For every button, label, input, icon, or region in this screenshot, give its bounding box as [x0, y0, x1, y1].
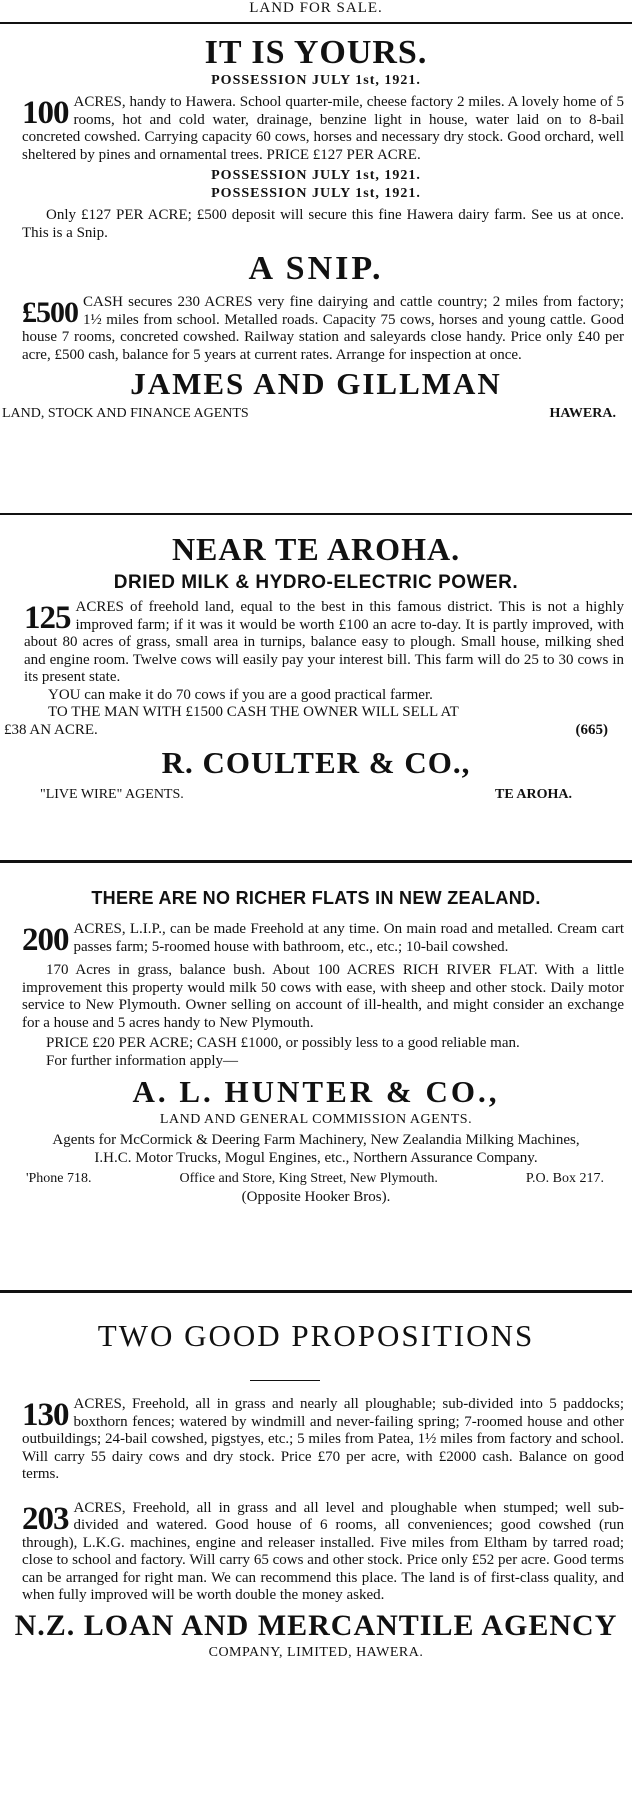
agent-row	[2, 406, 616, 422]
ad-body	[24, 599, 624, 687]
ad-body	[22, 94, 624, 164]
ad-body	[22, 1396, 624, 1484]
divider	[0, 22, 632, 24]
contact-row	[26, 1171, 604, 1187]
agent-row	[40, 787, 572, 803]
ad-text: ACRES of freehold land, equal to the best in this famous district. This is not a highly improved farm; if it was it would be worth £100 an acre to-day. It is partly improved, with about 80 acres of grass, small area in turnips, balance easy to plough. Small house, milking shed and engine room. Twelve cows will easily pay your interest bill. This farm will do 25 to 30 cows in its present state.	[24, 599, 624, 685]
ad-text: ACRES, handy to Hawera. School quarter-mile, cheese factory 2 miles. A lovely home of 5 rooms, hot and cold water, drainage, benzine light in house, water laid on to 8-bail concreted cowshed. Carrying capacity 60 cows, horses and necessary dry stock. Good orchard, well sheltered by pines and ornamental trees. PRICE £127 PER ACRE.	[22, 94, 624, 163]
divider	[0, 1290, 632, 1293]
ad-title: THERE ARE NO RICHER FLATS IN NEW ZEALAND.	[91, 888, 541, 908]
ad-title: TWO GOOD PROPOSITIONS	[97, 1318, 535, 1353]
drop-number: 200	[22, 922, 69, 958]
drop-number: 125	[24, 600, 71, 636]
ad-text: For further information apply—	[46, 1052, 239, 1069]
ad-body	[22, 921, 624, 956]
ad-title: NEAR TE AROHA.	[171, 531, 461, 567]
ad-title: A SNIP.	[248, 250, 384, 287]
agent-subtitle: "LIVE WIRE" AGENTS.	[40, 786, 184, 802]
ad-text: YOU can make it do 70 cows if you are a good practical farmer.	[48, 686, 433, 703]
ad-title: IT IS YOURS.	[204, 34, 428, 71]
agent-name: R. COULTER & CO.,	[161, 744, 471, 780]
ad-richer-flats	[0, 888, 632, 1206]
agent-subtitle: LAND, STOCK AND FINANCE AGENTS	[2, 406, 249, 421]
ad-text: Only £127 PER ACRE; £500 deposit will secure this fine Hawera dairy farm. See us at once. This is a Snip.	[22, 207, 624, 241]
ad-text: PRICE £20 PER ACRE; CASH £1000, or possibly less to a good reliable man.	[46, 1035, 520, 1051]
ad-text: £38 AN ACRE.	[4, 721, 98, 738]
ad-it-is-yours	[0, 34, 632, 422]
agent-name: N.Z. LOAN AND MERCANTILE AGENCY	[14, 1608, 618, 1642]
section-header: LAND FOR SALE.	[249, 0, 383, 16]
drop-number: 203	[22, 1500, 69, 1537]
agents-for: Agents for McCormick & Deering Farm Machinery, New Zealandia Milking Machines, I.H.C. Motor Trucks, Mogul Engines, etc., Northern Assurance Company.	[52, 1132, 580, 1166]
ad-body	[22, 1500, 624, 1605]
po-box: P.O. Box 217.	[525, 1171, 604, 1186]
price-row	[4, 722, 608, 739]
possession-line: POSSESSION JULY 1st, 1921.	[211, 73, 421, 88]
drop-number: 130	[22, 1397, 69, 1433]
possession-line: POSSESSION JULY 1st, 1921.	[211, 168, 421, 183]
agent-name: JAMES AND GILLMAN	[130, 366, 502, 401]
ad-body	[22, 294, 624, 364]
divider	[0, 860, 632, 863]
agent-subtitle: LAND AND GENERAL COMMISSION AGENTS.	[159, 1112, 473, 1127]
ad-subtitle: DRIED MILK & HYDRO-ELECTRIC POWER.	[113, 572, 519, 593]
office-address: Office and Store, King Street, New Plymouth.	[179, 1171, 438, 1186]
ad-te-aroha	[0, 530, 632, 803]
ad-text: ACRES, Freehold, all in grass and all level and ploughable when stumped; well sub-divided and watered. Good house of 6 rooms, all conveniences; good cowshed (run through), L.K.G. machines, engine and releaser installed. Five miles from Eltham by tarred road; close to school and factory. Will carry 65 cows and other stock. Price only £52 per acre. Good terms can be arranged for right man. We can recommend this place. The land is of first-class quality, and when fully improved will be worth double the money asked.	[22, 1499, 624, 1603]
ad-text: 170 Acres in grass, balance bush. About 100 ACRES RICH RIVER FLAT. With a little improvement this property would milk 50 cows with ease, with sheep and other stock. Daily motor service to New Plymouth. Owner selling on account of ill-health, and might consider an exchange for a house and 5 acres handy to New Plymouth.	[22, 962, 624, 1031]
agent-town: HAWERA.	[549, 406, 616, 421]
short-rule	[250, 1380, 320, 1381]
ad-text: CASH secures 230 ACRES very fine dairying and cattle country; 2 miles from factory; 1½ miles from school. Metalled roads. Capacity 75 cows, horses and young cattle. Good house 7 rooms, concreted cowshed. Railway station and saleyards close handy. Price only £40 per acre, £500 cash, balance for 5 years at current rates. Arrange for inspection at once.	[22, 294, 624, 363]
ad-two-propositions	[0, 1318, 632, 1661]
drop-number: 100	[22, 95, 69, 131]
ad-reference: (665)	[575, 721, 608, 738]
phone: 'Phone 718.	[26, 1171, 92, 1186]
agent-name: A. L. HUNTER & CO.,	[132, 1074, 500, 1109]
agent-subtitle: COMPANY, LIMITED, HAWERA.	[208, 1644, 424, 1660]
agent-town: TE AROHA.	[494, 786, 572, 802]
opposite-note: (Opposite Hooker Bros).	[241, 1189, 391, 1205]
possession-line: POSSESSION JULY 1st, 1921.	[211, 186, 421, 201]
ad-text: TO THE MAN WITH £1500 CASH THE OWNER WILL SELL AT	[48, 704, 459, 720]
divider	[0, 513, 632, 515]
ad-text: ACRES, L.I.P., can be made Freehold at any time. On main road and metalled. Cream cart passes farm; 5-roomed house with bathroom, etc., etc.; 10-bail cowshed.	[73, 921, 624, 955]
ad-text: ACRES, Freehold, all in grass and nearly all ploughable; sub-divided into 5 paddocks; boxthorn fences; watered by windmill and never-failing spring; 7-roomed house and other outbuildings; 24-bail cowshed, pigstyes, etc.; 5 miles from Patea, 1½ miles from factory and school. Will carry 55 dairy cows and dry stock. Price £70 per acre, with £2000 cash. Balance on good terms.	[22, 1396, 624, 1482]
drop-number: £500	[22, 296, 78, 329]
